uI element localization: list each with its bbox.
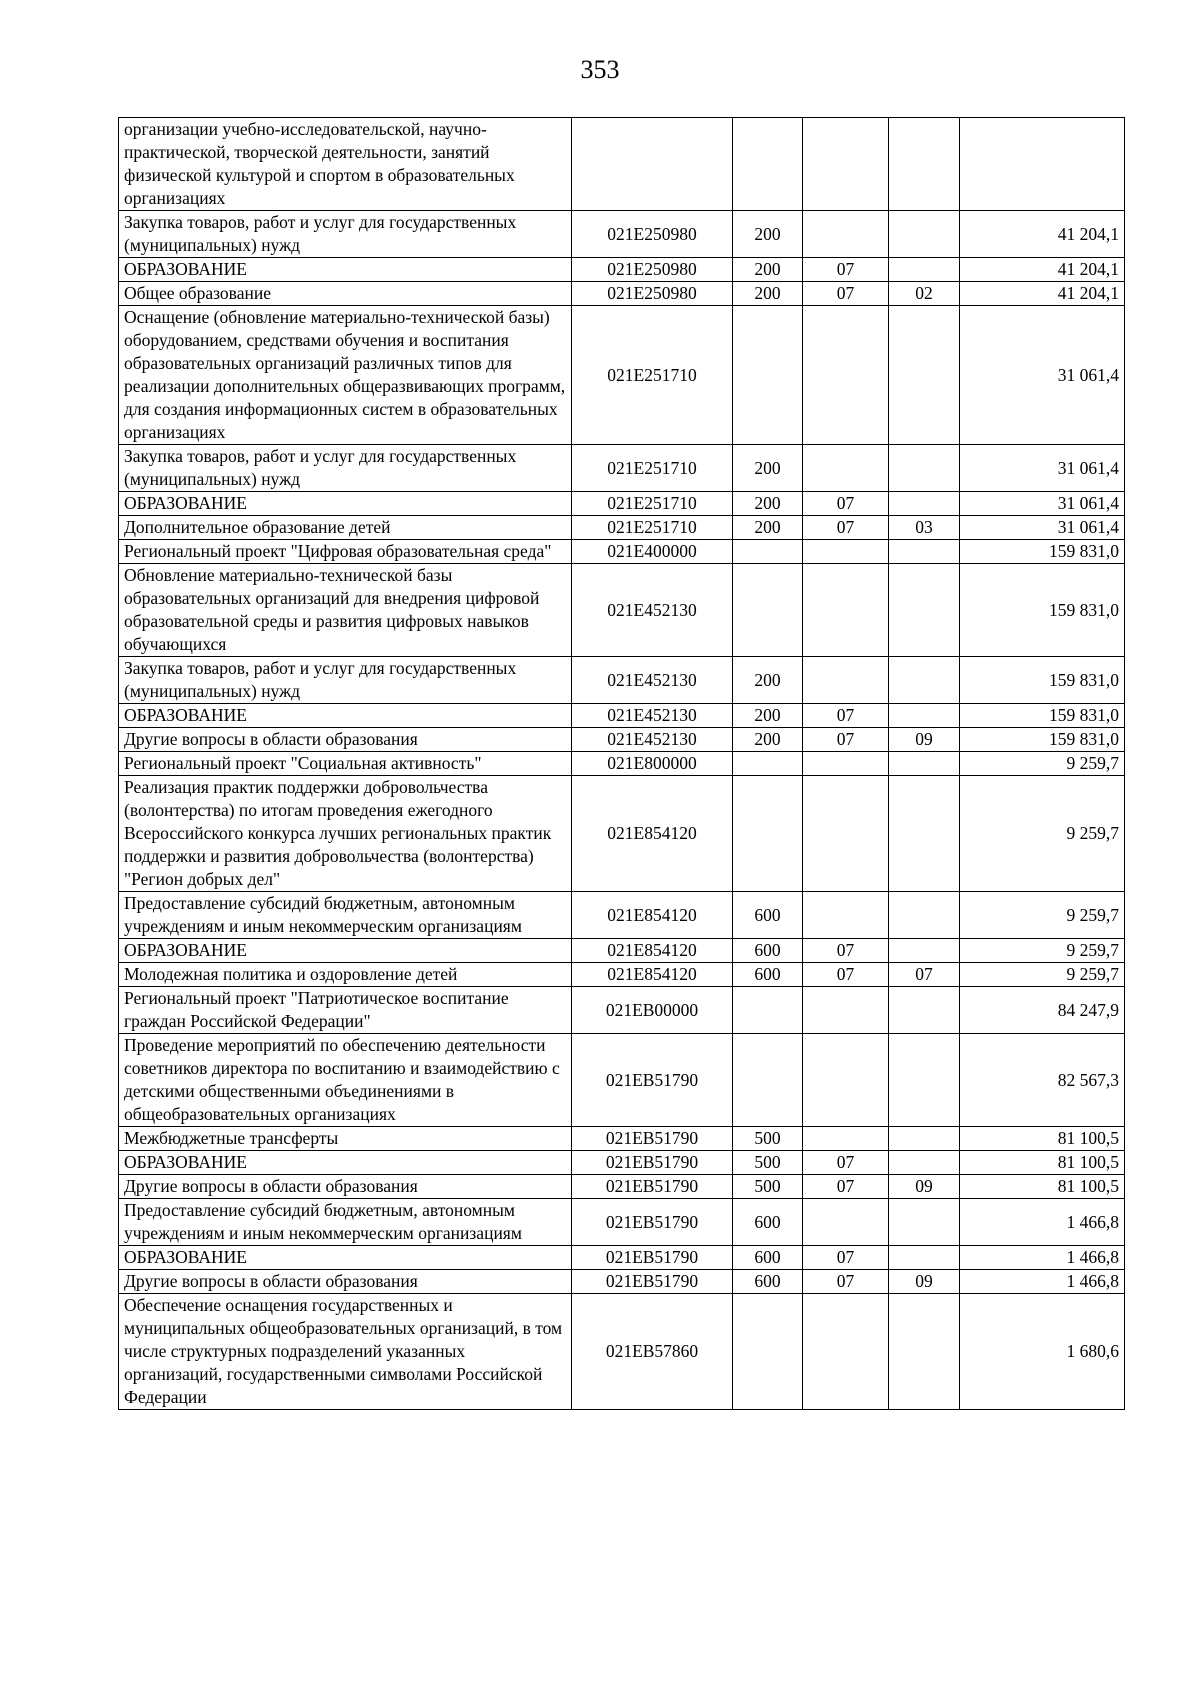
table-row [119, 516, 1125, 540]
row-name-cell: Предоставление субсидий бюджетным, автономным учреждениям и иным некоммерческим организациям [119, 1199, 572, 1246]
row-expense-type-cell: 200 [733, 516, 803, 540]
row-amount-cell: 1 680,6 [960, 1294, 1125, 1410]
row-section-cell [803, 306, 889, 445]
table-row [119, 939, 1125, 963]
row-name-cell: Другие вопросы в области образования [119, 1175, 572, 1199]
row-amount-cell: 159 831,0 [960, 728, 1125, 752]
row-subsection-cell [889, 657, 960, 704]
row-code-cell: 021E452130 [572, 564, 733, 657]
table-row [119, 492, 1125, 516]
row-subsection-cell [889, 540, 960, 564]
row-section-cell: 07 [803, 939, 889, 963]
row-section-cell [803, 211, 889, 258]
row-name-cell: Другие вопросы в области образования [119, 1270, 572, 1294]
row-subsection-cell: 03 [889, 516, 960, 540]
row-name-cell: Закупка товаров, работ и услуг для государственных (муниципальных) нужд [119, 445, 572, 492]
row-section-cell: 07 [803, 1151, 889, 1175]
row-section-cell [803, 1127, 889, 1151]
row-name-cell: Оснащение (обновление материально-технической базы) оборудованием, средствами обучения и воспитания образовательных организаций различных типов для реализации дополнительных общеразвивающих программ, для создания информационных систем в образовательных организациях [119, 306, 572, 445]
row-amount-cell: 159 831,0 [960, 704, 1125, 728]
table-row [119, 987, 1125, 1034]
row-amount-cell: 81 100,5 [960, 1175, 1125, 1199]
row-amount-cell: 82 567,3 [960, 1034, 1125, 1127]
row-expense-type-cell: 600 [733, 963, 803, 987]
row-name-cell: Общее образование [119, 282, 572, 306]
row-name-cell: Закупка товаров, работ и услуг для государственных (муниципальных) нужд [119, 657, 572, 704]
table-row [119, 776, 1125, 892]
row-section-cell [803, 1199, 889, 1246]
row-expense-type-cell [733, 540, 803, 564]
row-code-cell: 021E250980 [572, 258, 733, 282]
row-subsection-cell [889, 306, 960, 445]
row-section-cell: 07 [803, 728, 889, 752]
row-expense-type-cell: 200 [733, 657, 803, 704]
row-amount-cell: 9 259,7 [960, 939, 1125, 963]
row-code-cell: 021E251710 [572, 516, 733, 540]
row-amount-cell: 9 259,7 [960, 892, 1125, 939]
table-row [119, 306, 1125, 445]
row-subsection-cell [889, 1151, 960, 1175]
table-row [119, 1151, 1125, 1175]
row-code-cell: 021E854120 [572, 892, 733, 939]
row-expense-type-cell: 600 [733, 939, 803, 963]
row-amount-cell: 9 259,7 [960, 752, 1125, 776]
table-row [119, 211, 1125, 258]
row-section-cell: 07 [803, 1270, 889, 1294]
row-code-cell: 021E800000 [572, 752, 733, 776]
row-section-cell [803, 657, 889, 704]
row-code-cell: 021EB51790 [572, 1199, 733, 1246]
row-section-cell: 07 [803, 1246, 889, 1270]
table-row [119, 963, 1125, 987]
table-row [119, 728, 1125, 752]
row-name-cell: организации учебно-исследовательской, научно-практической, творческой деятельности, занятий физической культурой и спортом в образовательных организациях [119, 118, 572, 211]
row-code-cell: 021EB51790 [572, 1151, 733, 1175]
row-section-cell: 07 [803, 704, 889, 728]
row-expense-type-cell [733, 776, 803, 892]
row-section-cell [803, 118, 889, 211]
row-section-cell [803, 540, 889, 564]
row-name-cell: Дополнительное образование детей [119, 516, 572, 540]
row-section-cell: 07 [803, 492, 889, 516]
row-name-cell: ОБРАЗОВАНИЕ [119, 939, 572, 963]
table-row [119, 540, 1125, 564]
row-expense-type-cell: 500 [733, 1151, 803, 1175]
row-code-cell: 021EB51790 [572, 1246, 733, 1270]
table-row [119, 704, 1125, 728]
row-amount-cell: 84 247,9 [960, 987, 1125, 1034]
row-subsection-cell: 09 [889, 1175, 960, 1199]
row-name-cell: Региональный проект "Патриотическое воспитание граждан Российской Федерации" [119, 987, 572, 1034]
table-row [119, 657, 1125, 704]
row-subsection-cell [889, 752, 960, 776]
row-code-cell: 021E400000 [572, 540, 733, 564]
table-row [119, 1127, 1125, 1151]
row-expense-type-cell [733, 564, 803, 657]
row-subsection-cell: 07 [889, 963, 960, 987]
row-code-cell: 021EB51790 [572, 1175, 733, 1199]
row-code-cell: 021E251710 [572, 445, 733, 492]
row-expense-type-cell: 200 [733, 258, 803, 282]
row-subsection-cell: 02 [889, 282, 960, 306]
row-subsection-cell [889, 118, 960, 211]
row-amount-cell: 159 831,0 [960, 657, 1125, 704]
row-subsection-cell [889, 987, 960, 1034]
table-row [119, 445, 1125, 492]
row-section-cell [803, 752, 889, 776]
row-section-cell: 07 [803, 963, 889, 987]
row-expense-type-cell: 200 [733, 728, 803, 752]
row-name-cell: Обновление материально-технической базы образовательных организаций для внедрения цифровой образовательной среды и развития цифровых навыков обучающихся [119, 564, 572, 657]
row-section-cell [803, 776, 889, 892]
row-code-cell: 021E452130 [572, 657, 733, 704]
row-expense-type-cell [733, 987, 803, 1034]
row-name-cell: Региональный проект "Социальная активность" [119, 752, 572, 776]
row-subsection-cell [889, 492, 960, 516]
row-section-cell: 07 [803, 258, 889, 282]
row-subsection-cell [889, 258, 960, 282]
row-code-cell: 021E854120 [572, 963, 733, 987]
row-subsection-cell [889, 704, 960, 728]
row-subsection-cell [889, 1246, 960, 1270]
row-subsection-cell: 09 [889, 728, 960, 752]
row-code-cell: 021EB51790 [572, 1034, 733, 1127]
row-expense-type-cell [733, 306, 803, 445]
table-row [119, 258, 1125, 282]
row-subsection-cell [889, 1127, 960, 1151]
row-name-cell: Молодежная политика и оздоровление детей [119, 963, 572, 987]
row-name-cell: Межбюджетные трансферты [119, 1127, 572, 1151]
row-subsection-cell [889, 892, 960, 939]
table-row [119, 752, 1125, 776]
table-row [119, 1034, 1125, 1127]
page-number: 353 [580, 55, 620, 84]
row-amount-cell: 9 259,7 [960, 776, 1125, 892]
row-section-cell [803, 1034, 889, 1127]
table-row [119, 1175, 1125, 1199]
row-name-cell: ОБРАЗОВАНИЕ [119, 258, 572, 282]
row-code-cell: 021E251710 [572, 306, 733, 445]
row-code-cell: 021E250980 [572, 211, 733, 258]
row-amount-cell: 31 061,4 [960, 492, 1125, 516]
table-row [119, 282, 1125, 306]
row-name-cell: Предоставление субсидий бюджетным, автономным учреждениям и иным некоммерческим организациям [119, 892, 572, 939]
row-subsection-cell [889, 211, 960, 258]
row-subsection-cell: 09 [889, 1270, 960, 1294]
row-subsection-cell [889, 1199, 960, 1246]
row-name-cell: Проведение мероприятий по обеспечению деятельности советников директора по воспитанию и взаимодействию с детскими общественными объединениями в общеобразовательных организациях [119, 1034, 572, 1127]
row-amount-cell: 41 204,1 [960, 282, 1125, 306]
row-expense-type-cell: 600 [733, 1270, 803, 1294]
budget-table-body [119, 118, 1125, 1410]
row-amount-cell [960, 118, 1125, 211]
row-amount-cell: 41 204,1 [960, 258, 1125, 282]
row-amount-cell: 31 061,4 [960, 516, 1125, 540]
row-section-cell [803, 564, 889, 657]
row-code-cell: 021E250980 [572, 282, 733, 306]
row-code-cell: 021EB00000 [572, 987, 733, 1034]
row-amount-cell: 1 466,8 [960, 1270, 1125, 1294]
row-name-cell: Реализация практик поддержки добровольчества (волонтерства) по итогам проведения ежегодного Всероссийского конкурса лучших региональных практик поддержки и развития добровольчества (волонтерства) "Регион добрых дел" [119, 776, 572, 892]
row-code-cell: 021E251710 [572, 492, 733, 516]
row-expense-type-cell [733, 118, 803, 211]
row-section-cell [803, 892, 889, 939]
row-amount-cell: 159 831,0 [960, 540, 1125, 564]
row-expense-type-cell: 200 [733, 704, 803, 728]
row-section-cell [803, 987, 889, 1034]
row-name-cell: ОБРАЗОВАНИЕ [119, 1151, 572, 1175]
table-row [119, 1294, 1125, 1410]
row-code-cell: 021EB57860 [572, 1294, 733, 1410]
row-code-cell: 021EB51790 [572, 1127, 733, 1151]
row-subsection-cell [889, 564, 960, 657]
row-amount-cell: 81 100,5 [960, 1127, 1125, 1151]
table-row [119, 564, 1125, 657]
table-row [119, 1199, 1125, 1246]
row-expense-type-cell: 600 [733, 1246, 803, 1270]
row-expense-type-cell: 200 [733, 211, 803, 258]
row-section-cell [803, 445, 889, 492]
row-subsection-cell [889, 1034, 960, 1127]
row-code-cell [572, 118, 733, 211]
row-expense-type-cell [733, 1294, 803, 1410]
row-name-cell: Закупка товаров, работ и услуг для государственных (муниципальных) нужд [119, 211, 572, 258]
row-amount-cell: 31 061,4 [960, 306, 1125, 445]
row-section-cell: 07 [803, 1175, 889, 1199]
row-expense-type-cell: 500 [733, 1175, 803, 1199]
row-section-cell: 07 [803, 516, 889, 540]
row-subsection-cell [889, 939, 960, 963]
row-name-cell: ОБРАЗОВАНИЕ [119, 1246, 572, 1270]
budget-table [118, 117, 1125, 1410]
row-section-cell [803, 1294, 889, 1410]
table-row [119, 892, 1125, 939]
table-row [119, 118, 1125, 211]
row-subsection-cell [889, 776, 960, 892]
row-code-cell: 021E854120 [572, 776, 733, 892]
row-amount-cell: 1 466,8 [960, 1246, 1125, 1270]
row-subsection-cell [889, 1294, 960, 1410]
row-name-cell: Региональный проект "Цифровая образовательная среда" [119, 540, 572, 564]
row-expense-type-cell: 200 [733, 492, 803, 516]
table-row [119, 1270, 1125, 1294]
table-row [119, 1246, 1125, 1270]
row-expense-type-cell: 600 [733, 1199, 803, 1246]
row-expense-type-cell [733, 752, 803, 776]
row-code-cell: 021E854120 [572, 939, 733, 963]
row-name-cell: Обеспечение оснащения государственных и муниципальных общеобразовательных организаций, в том числе структурных подразделений указанных организаций, государственными символами Российской Федерации [119, 1294, 572, 1410]
row-amount-cell: 9 259,7 [960, 963, 1125, 987]
row-name-cell: Другие вопросы в области образования [119, 728, 572, 752]
row-expense-type-cell [733, 1034, 803, 1127]
row-subsection-cell [889, 445, 960, 492]
row-amount-cell: 159 831,0 [960, 564, 1125, 657]
row-expense-type-cell: 500 [733, 1127, 803, 1151]
row-code-cell: 021EB51790 [572, 1270, 733, 1294]
row-expense-type-cell: 200 [733, 282, 803, 306]
row-code-cell: 021E452130 [572, 728, 733, 752]
row-amount-cell: 31 061,4 [960, 445, 1125, 492]
row-name-cell: ОБРАЗОВАНИЕ [119, 704, 572, 728]
row-code-cell: 021E452130 [572, 704, 733, 728]
row-amount-cell: 81 100,5 [960, 1151, 1125, 1175]
row-expense-type-cell: 600 [733, 892, 803, 939]
row-section-cell: 07 [803, 282, 889, 306]
row-name-cell: ОБРАЗОВАНИЕ [119, 492, 572, 516]
row-amount-cell: 41 204,1 [960, 211, 1125, 258]
row-expense-type-cell: 200 [733, 445, 803, 492]
row-amount-cell: 1 466,8 [960, 1199, 1125, 1246]
